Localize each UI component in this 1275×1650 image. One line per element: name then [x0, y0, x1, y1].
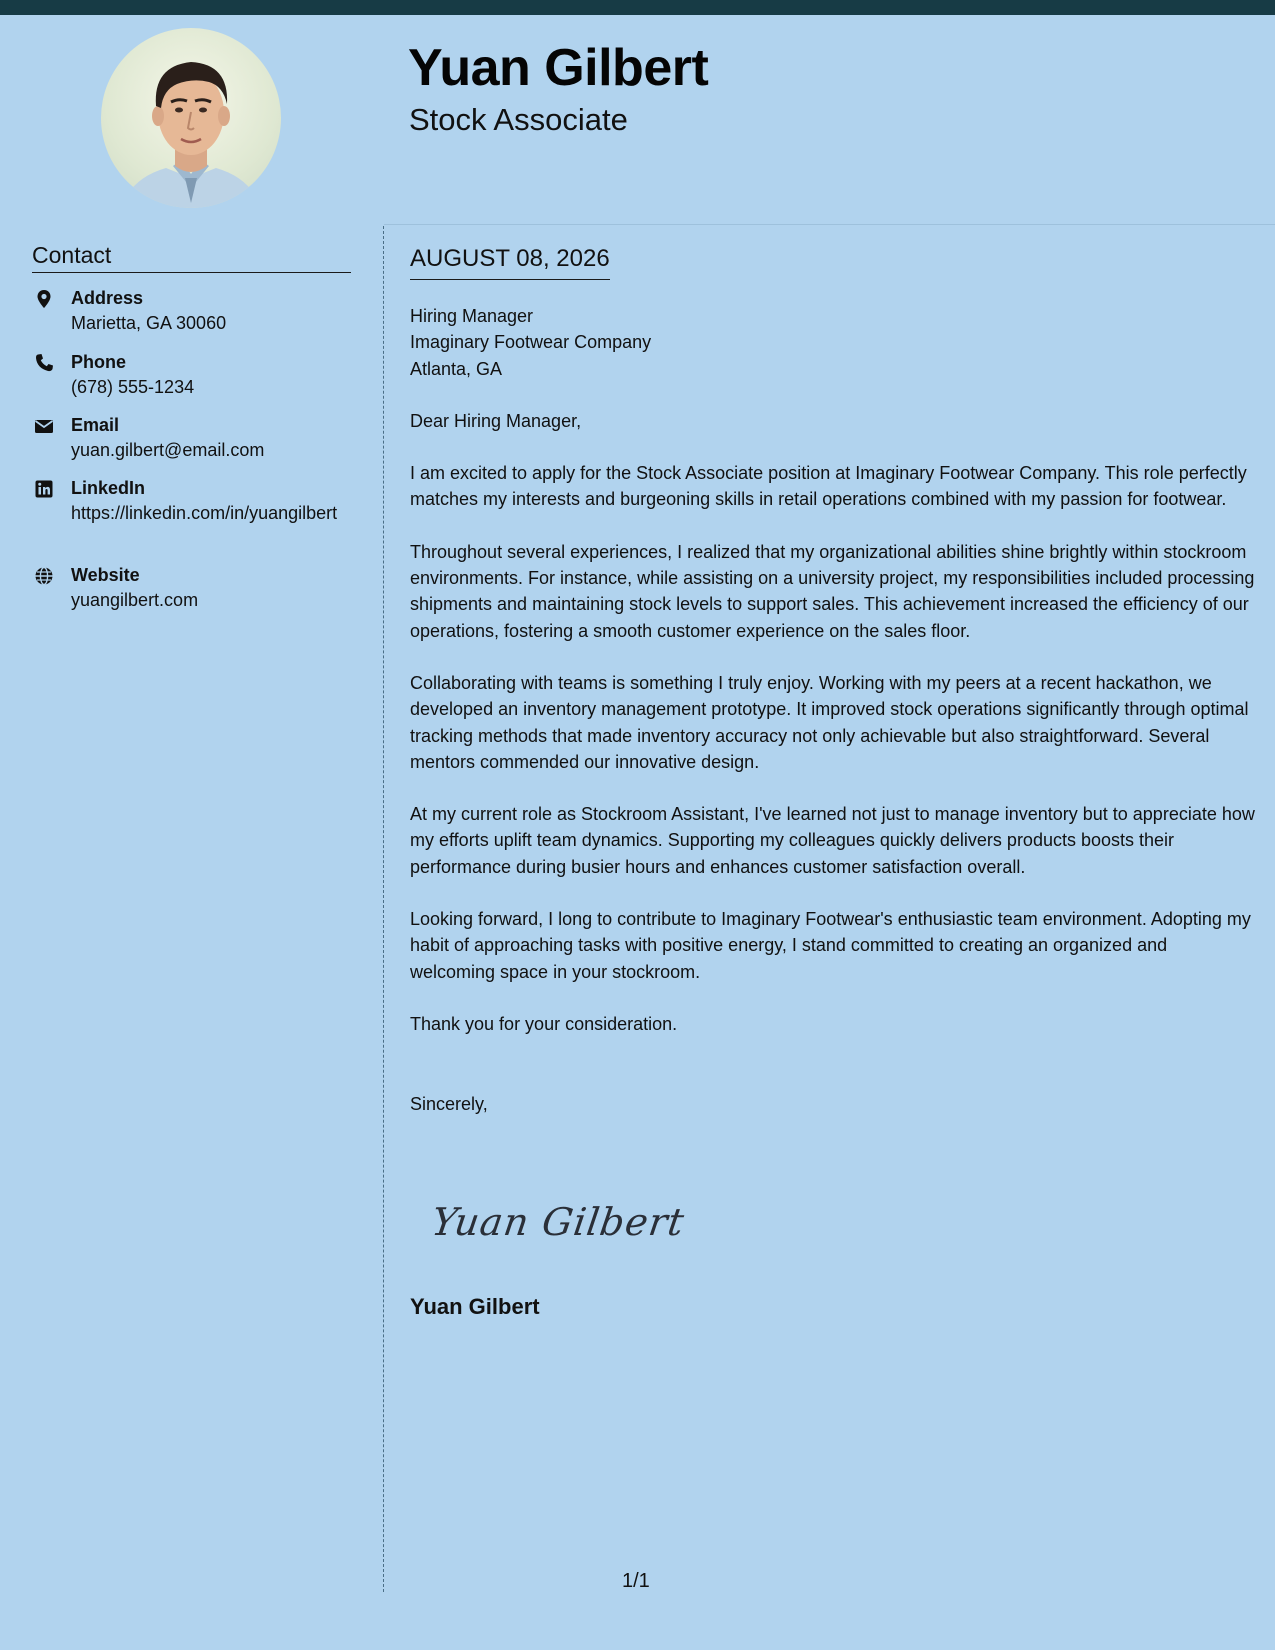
location-pin-icon	[34, 289, 54, 309]
letter-date: AUGUST 08, 2026	[410, 244, 610, 280]
contact-label: Email	[71, 415, 120, 435]
signer-name: Yuan Gilbert	[410, 1294, 540, 1319]
top-bar	[0, 0, 1275, 15]
page-number: 1/1	[622, 1570, 650, 1592]
column-divider	[383, 226, 384, 1592]
contact-label: Phone	[71, 352, 127, 372]
contact-value[interactable]: yuan.gilbert@email.com	[71, 440, 265, 460]
contact-value[interactable]: https://linkedin.com/in/yuangilbert	[71, 503, 338, 523]
letter-paragraph: At my current role as Stockroom Assistant, I've learned not just to manage inventory but to appreciate how my efforts uplift team dynamics. Supporting my colleagues quickly delivers products boosts their performance during busier hours and enhances customer satisfaction overall.	[410, 804, 1255, 877]
contact-value[interactable]: yuangilbert.com	[71, 590, 199, 610]
salutation: Dear Hiring Manager,	[410, 410, 582, 431]
letter-body	[410, 303, 1255, 1144]
contact-label: LinkedIn	[71, 478, 146, 498]
letter-paragraph: I am excited to apply for the Stock Associate position at Imaginary Footwear Company. This role perfectly matches my interests and burgeoning skills in retail operations combined with my passion for footwear.	[410, 463, 1247, 510]
letter-paragraph: Throughout several experiences, I realized that my organizational abilities shine brightly within stockroom environments. For instance, while assisting on a university project, my responsibilities included processing shipments and maintaining stock levels to support sales. This achievement increased the efficiency of our operations, fostering a smooth customer experience on the sales floor.	[410, 541, 1255, 641]
applicant-title: Stock Associate	[409, 102, 628, 137]
recipient-line: Atlanta, GA	[410, 358, 503, 379]
profile-photo	[101, 28, 281, 208]
closing: Sincerely,	[410, 1094, 488, 1115]
recipient-block	[410, 303, 1255, 382]
contact-label: Address	[71, 288, 144, 308]
letter-paragraph: Looking forward, I long to contribute to Imaginary Footwear's enthusiastic team environment. Adopting my habit of approaching tasks with positive energy, I stand committed to creating an organized and welcoming space in your stockroom.	[410, 909, 1251, 982]
recipient-line: Imaginary Footwear Company	[410, 332, 652, 353]
letter-paragraph: Collaborating with teams is something I truly enjoy. Working with my peers at a recent hackathon, we developed an inventory management prototype. It improved stock operations significantly through optimal tracking methods that made inventory accuracy not only achievable but also straightforward. Several mentors commended our innovative design.	[410, 672, 1249, 772]
thanks-line: Thank you for your consideration.	[410, 1013, 678, 1034]
recipient-line: Hiring Manager	[410, 306, 534, 326]
contact-heading: Contact	[32, 240, 351, 273]
envelope-icon	[34, 416, 54, 436]
contact-value: Marietta, GA 30060	[71, 313, 227, 333]
contact-value: (678) 555-1234	[71, 377, 195, 397]
applicant-name: Yuan Gilbert	[408, 39, 709, 97]
phone-icon	[34, 353, 54, 373]
globe-icon	[34, 566, 54, 586]
header-divider	[384, 224, 1275, 225]
handwritten-signature: Yuan Gilbert	[428, 1200, 688, 1244]
linkedin-icon	[34, 479, 54, 499]
contact-label: Website	[71, 565, 140, 585]
